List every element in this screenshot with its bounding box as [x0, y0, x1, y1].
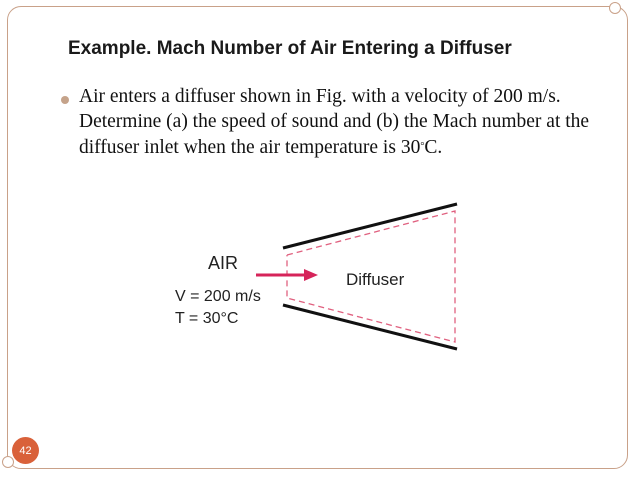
- bullet-text-main: Air enters a diffuser shown in Fig. with a velocity of 200 m/s. Determine (a) the speed of sound and (b) the Mach number at the diffuser inlet when the air temperature is 30: [79, 86, 590, 158]
- degree-symbol: °: [420, 141, 425, 152]
- temperature-label: T = 30°C: [175, 310, 239, 327]
- page-number-badge: 42: [12, 437, 39, 464]
- air-label: AIR: [208, 253, 239, 273]
- diffuser-label: Diffuser: [346, 270, 405, 289]
- flow-arrow-head: [304, 269, 318, 281]
- diffuser-top-wall: [283, 204, 457, 248]
- diffuser-bottom-wall: [283, 305, 457, 349]
- slide-title: Example. Mach Number of Air Entering a Diffuser: [68, 38, 512, 59]
- bullet-text-tail: C.: [424, 137, 443, 158]
- velocity-label: V = 200 m/s: [175, 288, 261, 305]
